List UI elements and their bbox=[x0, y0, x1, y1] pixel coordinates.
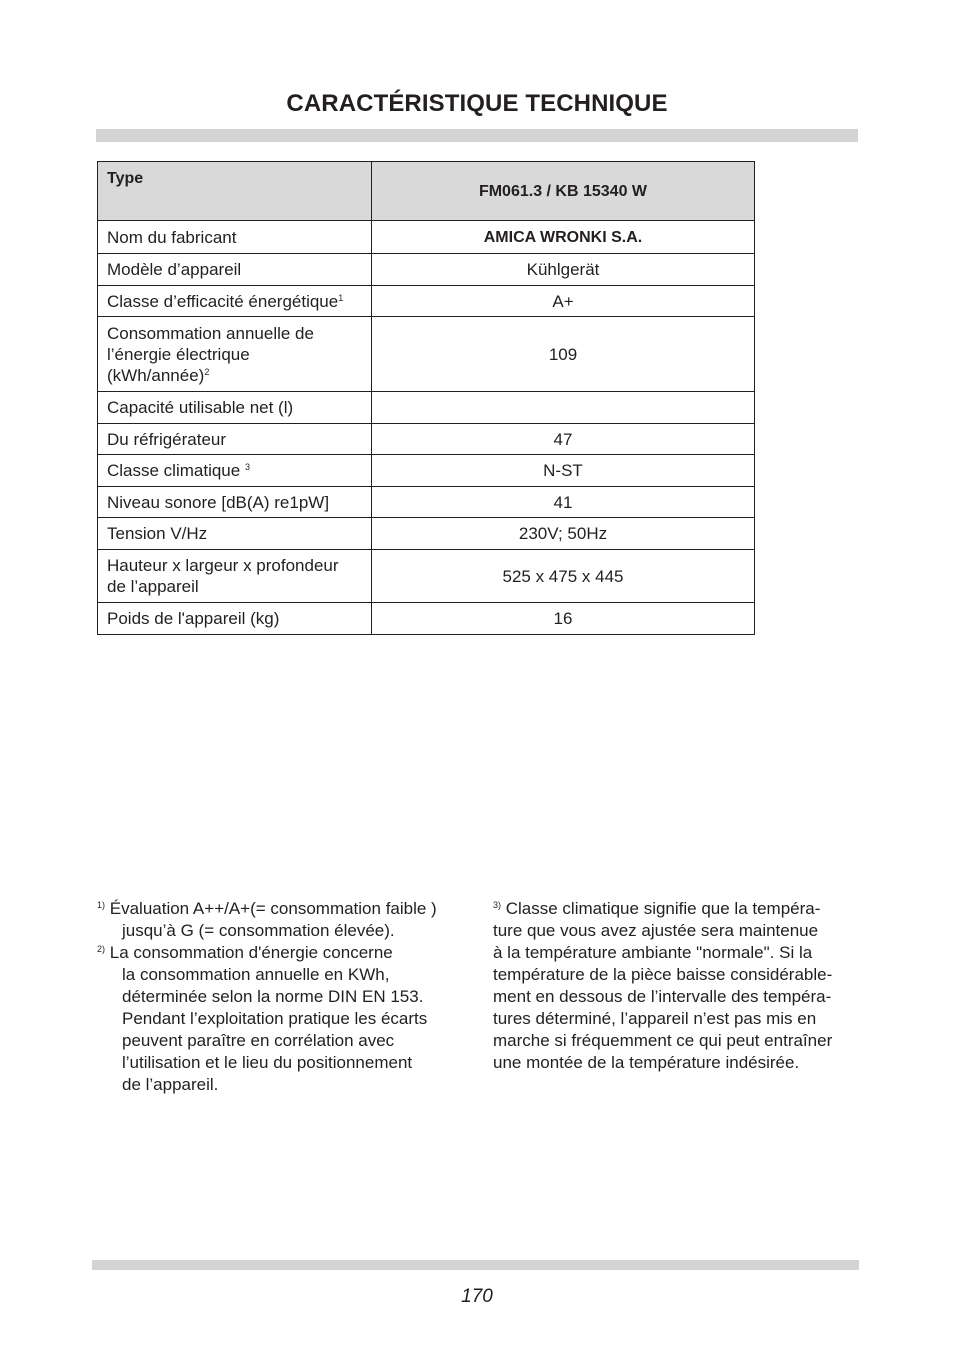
footnotes-right: $^{3)}$ Classe climatique signifie que la tempéra- ture que vous avez ajustée sera maintenue à la température ambiante "normale". Si la température de la pièce baisse considérable- ment en dessous de l’intervalle des tempéra- tures déterminé, l’appareil n’est pas mis en marche si fréquemment ce qui peut entraîner une montée de la température indésirée. bbox=[493, 898, 863, 1074]
row-value bbox=[372, 392, 755, 424]
row-value: 525 x 475 x 445 bbox=[372, 550, 755, 603]
type-label: Type bbox=[98, 162, 372, 221]
table-row bbox=[98, 392, 755, 424]
row-value: 16 bbox=[372, 603, 755, 635]
table-row bbox=[98, 254, 755, 286]
table-row bbox=[98, 455, 755, 487]
table-row bbox=[98, 550, 755, 603]
table-row bbox=[98, 424, 755, 455]
row-label: Classe climatique $^3$ bbox=[98, 455, 372, 487]
row-value: A+ bbox=[372, 286, 755, 317]
table-row bbox=[98, 221, 755, 254]
footnote-2: $^{2)}$ La consommation d'énergie concerne bbox=[97, 943, 393, 962]
table-row bbox=[98, 518, 755, 550]
row-label: Modèle d’appareil bbox=[98, 254, 372, 286]
row-label: Capacité utilisable net (l) bbox=[98, 392, 372, 424]
row-label: Niveau sonore [dB(A) re1pW] bbox=[98, 487, 372, 518]
type-value: FM061.3 / KB 15340 W bbox=[372, 162, 755, 221]
row-value: Kühlgerät bbox=[372, 254, 755, 286]
page-title: CARACTÉRISTIQUE TECHNIQUE bbox=[286, 90, 668, 117]
spec-table bbox=[97, 161, 755, 635]
row-label: Tension V/Hz bbox=[98, 518, 372, 550]
table-row bbox=[98, 487, 755, 518]
page-number: 170 bbox=[461, 1286, 493, 1307]
row-label: Hauteur x largeur x profondeur de l’appareil bbox=[98, 550, 372, 603]
footnote-3: $^{3)}$ Classe climatique signifie que la tempéra- bbox=[493, 899, 821, 918]
row-value: 47 bbox=[372, 424, 755, 455]
row-label: Du réfrigérateur bbox=[98, 424, 372, 455]
table-row bbox=[98, 603, 755, 635]
table-row bbox=[98, 317, 755, 392]
row-value: N-ST bbox=[372, 455, 755, 487]
row-value: 41 bbox=[372, 487, 755, 518]
row-label: Poids de l'appareil (kg) bbox=[98, 603, 372, 635]
row-value: 109 bbox=[372, 317, 755, 392]
row-value: 230V; 50Hz bbox=[372, 518, 755, 550]
footer-bar bbox=[92, 1260, 859, 1270]
row-label: Consommation annuelle de l’énergie électrique (kWh/année)$^2$ bbox=[98, 317, 372, 392]
footnote-1: $^{1)}$ Évaluation A++/A+(= consommation faible ) bbox=[97, 899, 437, 918]
table-row bbox=[98, 286, 755, 317]
row-value: AMICA WRONKI S.A. bbox=[372, 221, 755, 254]
footnotes-left: $^{1)}$ Évaluation A++/A+(= consommation faible ) jusqu’à G (= consommation élevée). $^{2)}$ La consommation d'énergie concerne la consommation annuelle en KWh, déterminée selon la norme DIN EN 153. Pendant l’exploitation pratique les écarts peuvent paraître en corrélation avec l’utilisation et le lieu du positionnement de l’appareil. bbox=[97, 898, 467, 1096]
title-underline-bar bbox=[96, 129, 858, 142]
row-label: Nom du fabricant bbox=[98, 221, 372, 254]
table-header-row bbox=[98, 162, 755, 221]
row-label: Classe d’efficacité énergétique$^1$ bbox=[98, 286, 372, 317]
